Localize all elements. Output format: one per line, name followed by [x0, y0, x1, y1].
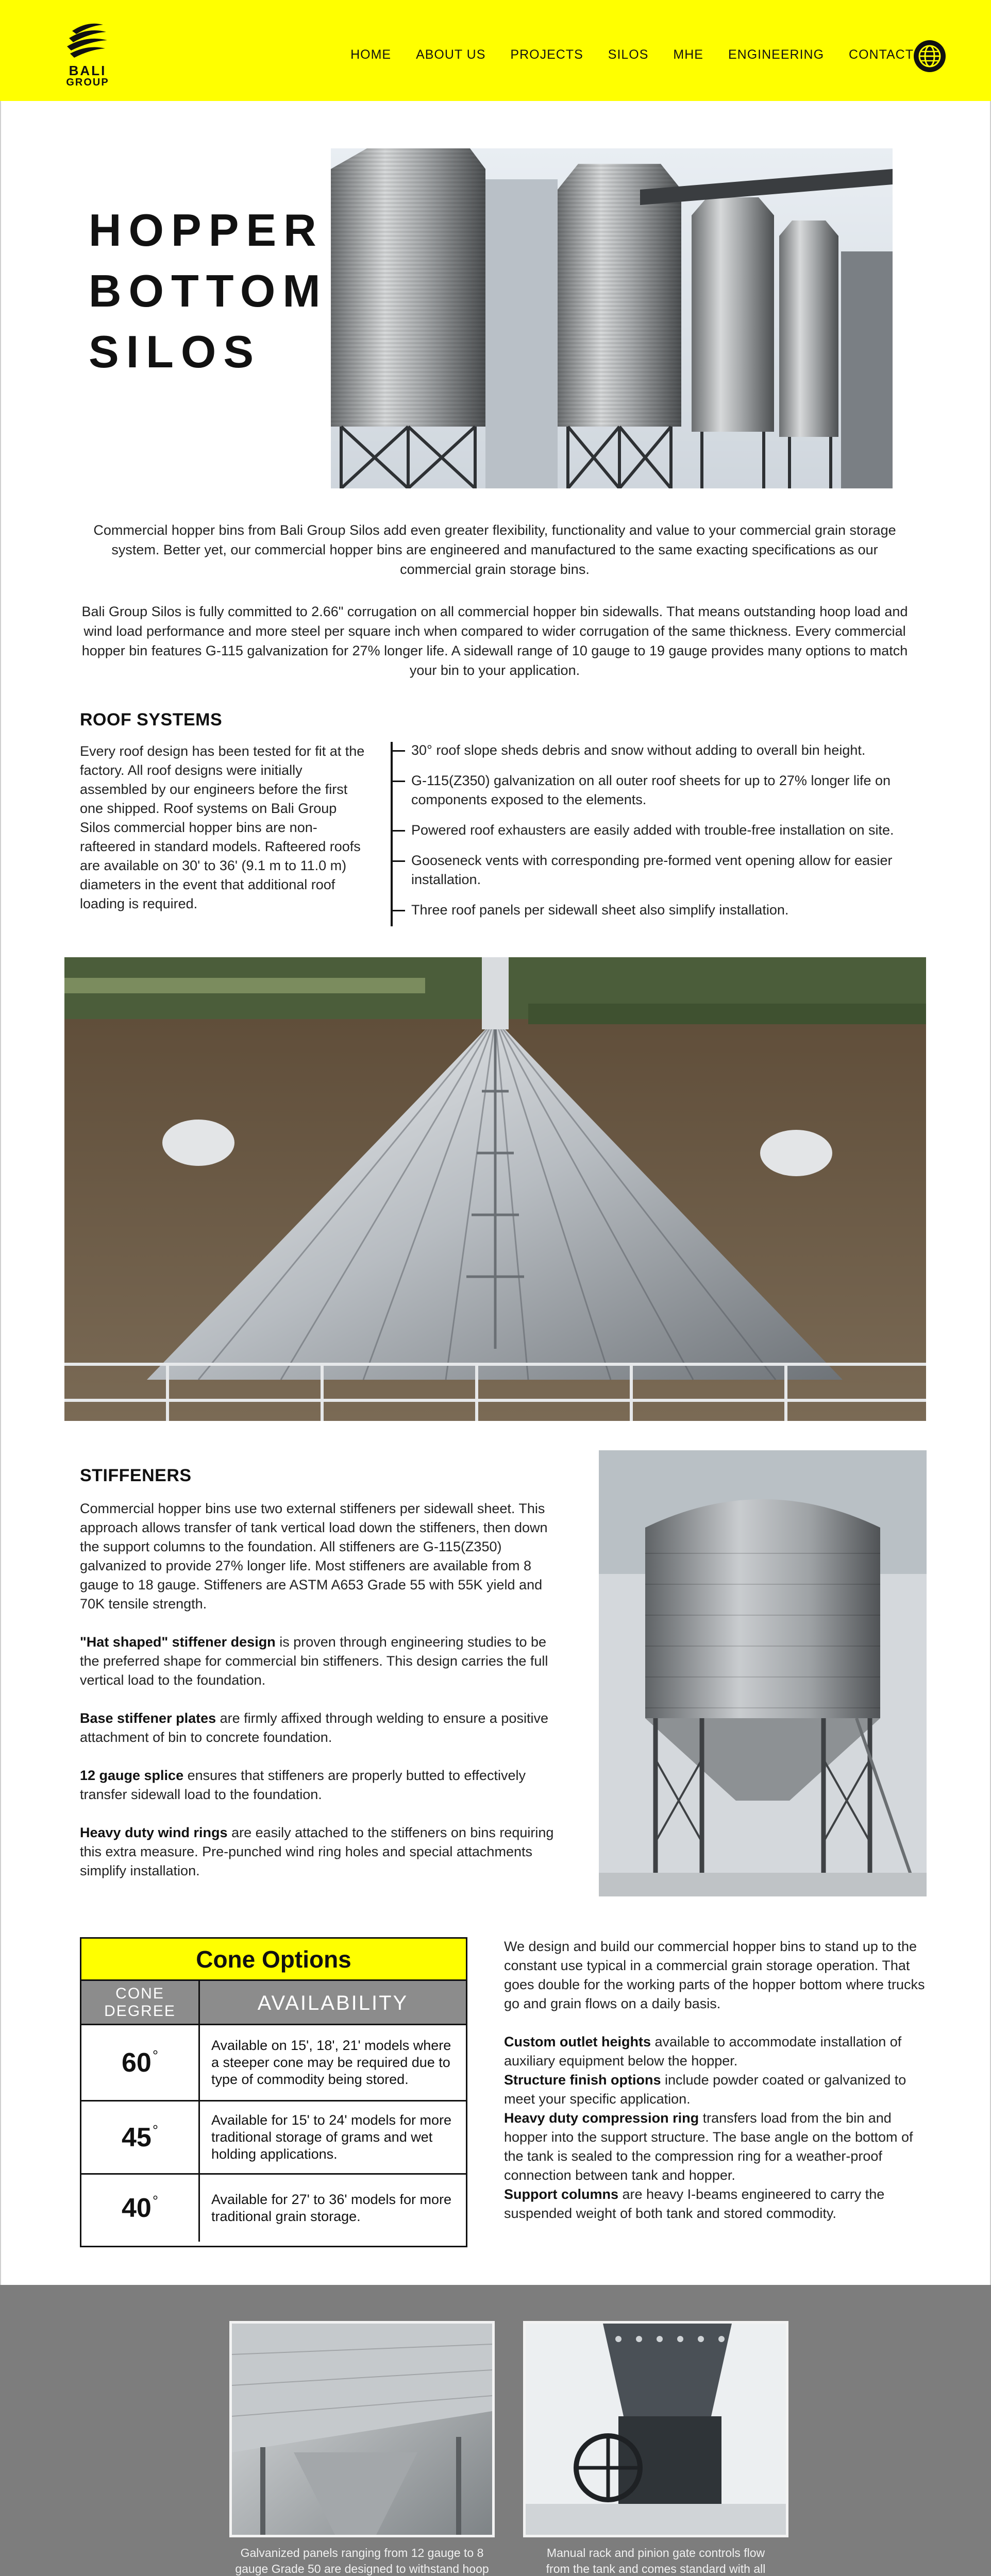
availability-header: AVAILABILITY — [257, 1992, 409, 2014]
intro-paragraph-2: Bali Group Silos is fully committed to 2.66" corrugation on all commercial hopper bin sidewalls. That means outstanding hoop load and wind load performance and more steel per square inch when compared to wider corrugation of the same thickness. Every commercial hopper bin features G-115 galvanization for 27% longer life. A sidewall range of 10 gauge to 19 gauge provides many options to match your bin to your application. — [81, 604, 908, 678]
roof-systems-text: Every roof design has been tested for fit at the factory. All roof designs were initially assembled by our engineers before the first one shipped. Roof systems on Bali Group Silos commercial hopper bins are non-rafteered in standard models. Rafteered roofs are available on 30' to 36' (9.1 m to 11.0 m) diameters in the event that additional roof loading is required. — [80, 743, 365, 911]
cone-degree-header-line2: DEGREE — [104, 2003, 176, 2020]
degree-symbol: ° — [152, 2193, 159, 2209]
stiffeners-text — [80, 1499, 569, 1900]
design-feature — [504, 2071, 932, 2109]
language-globe-icon[interactable] — [914, 40, 946, 72]
logo-text-group: GROUP — [66, 77, 109, 88]
stiffeners-paragraph — [80, 1766, 569, 1804]
cone-degree-cell — [81, 2025, 200, 2100]
cone-options-table — [80, 1937, 467, 2247]
nav-home[interactable]: HOME — [350, 47, 392, 62]
base-plates-bold: Base stiffener plates — [80, 1710, 216, 1726]
roof-feature-item: Three roof panels per sidewall sheet also simplify installation. — [393, 901, 939, 920]
degree-symbol: ° — [152, 2122, 159, 2138]
cone-degree-cell — [81, 2175, 200, 2242]
design-intro: We design and build our commercial hopper bins to stand up to the constant use typical in a commercial grain storage operation. That goes double for the working parts of the hopper bottom where trucks go and grain flows on a daily basis. — [504, 1939, 925, 2011]
base-plates-text: are firmly affixed through welding to ensure a positive attachment of bin to concrete foundation. — [80, 1710, 548, 1745]
intro-paragraph-1: Commercial hopper bins from Bali Group Silos add even greater flexibility, functionality and value to your commercial grain storage system. Better yet, our commercial hopper bins are engineered and manufactured to the same exacting specifications as our commercial grain storage bins. — [93, 522, 896, 577]
cone-table-header — [81, 1981, 466, 2025]
table-row — [81, 2102, 466, 2175]
stiffeners-heading: STIFFENERS — [80, 1466, 192, 1485]
title-line-1: HOPPER — [89, 205, 324, 256]
hat-shaped-bold: "Hat shaped" stiffener design — [80, 1634, 276, 1650]
cone-degree-value: 45 — [121, 2122, 152, 2153]
wind-rings-text: are easily attached to the stiffeners on bins requiring this extra measure. Pre-punched wind ring holes and special attachments simplify installation. — [80, 1825, 554, 1878]
roof-feature-item: 30° roof slope sheds debris and snow without adding to overall bin height. — [393, 741, 939, 760]
hopper-bin-photo — [599, 1450, 927, 1896]
roof-photo — [64, 957, 926, 1421]
compression-ring-bold: Heavy duty compression ring — [504, 2110, 699, 2126]
nav-engineering[interactable]: ENGINEERING — [728, 47, 825, 62]
stiffeners-paragraph: Commercial hopper bins use two external stiffeners per sidewall sheet. This approach allows transfer of tank vertical load down the stiffeners, then down the support columns to the foundation. All stiffeners are G-115(Z350) galvanized to provide 27% longer life. Most stiffeners are available from 8 gauge to 18 gauge. Stiffeners are ASTM A653 Grade 55 with 55K yield and 70K tensile strength. — [80, 1501, 548, 1612]
roof-feature-list — [393, 741, 939, 931]
outlet-heights-bold: Custom outlet heights — [504, 2034, 651, 2049]
stiffeners-paragraph — [80, 1709, 569, 1747]
roof-feature-item: Gooseneck vents with corresponding pre-formed vent opening allow for easier installation. — [393, 851, 939, 889]
design-feature — [504, 2109, 932, 2185]
roof-feature-item: Powered roof exhausters are easily added with trouble-free installation on site. — [393, 821, 939, 840]
cone-degree-header-line1: CONE — [115, 1985, 164, 2002]
logo-text-bali: BALI — [69, 63, 107, 78]
nav-mhe[interactable]: MHE — [673, 47, 703, 62]
hat-shaped-text: is proven through engineering studies to be the preferred shape for commercial bin stiffeners. This design carries the full vertical load to the foundation. — [80, 1634, 548, 1688]
splice-bold: 12 gauge splice — [80, 1768, 184, 1783]
title-line-2: BOTTOM — [89, 265, 328, 316]
frame-left — [0, 0, 1, 2576]
cone-degree-header — [81, 1981, 200, 2024]
table-row — [81, 2025, 466, 2102]
nav-contact[interactable]: CONTACT — [849, 47, 914, 62]
design-feature — [504, 2032, 932, 2071]
components-gallery — [0, 2285, 991, 2576]
title-line-3: SILOS — [89, 326, 261, 377]
cone-degree-cell — [81, 2102, 200, 2173]
cone-degree-value: 60 — [121, 2047, 152, 2078]
support-columns-bold: Support columns — [504, 2187, 618, 2202]
bali-group-logo[interactable] — [62, 15, 113, 88]
finish-options-text: include powder coated or galvanized to meet your specific application. — [504, 2072, 906, 2107]
galvanized-panels-caption: Galvanized panels ranging from 12 gauge to 8 gauge Grade 50 are designed to withstand hoop — [235, 2546, 489, 2575]
design-build-text — [504, 1937, 932, 2223]
page-title — [89, 200, 328, 382]
table-row — [81, 2175, 466, 2242]
outlet-heights-text: available to accommodate installation of auxiliary equipment below the hopper. — [504, 2034, 902, 2069]
logo-swirl-icon — [62, 15, 113, 62]
nav-silos[interactable]: SILOS — [608, 47, 649, 62]
hero-silos-photo — [331, 148, 893, 488]
availability-cell: Available on 15', 18', 21' models where a steeper cone may be required due to type of commodity being stored. — [211, 2038, 451, 2087]
stiffeners-paragraph — [80, 1633, 569, 1690]
cone-options-title: Cone Options — [81, 1939, 466, 1981]
rack-pinion-caption: Manual rack and pinion gate controls flow from the tank and comes standard with all — [546, 2546, 766, 2575]
main-nav — [350, 47, 914, 62]
site-header — [0, 0, 991, 101]
roof-feature-item: G-115(Z350) galvanization on all outer roof sheets for up to 27% longer life on components exposed to the elements. — [393, 771, 939, 809]
finish-options-bold: Structure finish options — [504, 2072, 661, 2088]
compression-ring-text: transfers load from the bin and hopper into the support structure. The base angle on the bottom of the tank is sealed to the compression ring for a weather-proof connection between tank and hopper. — [504, 2110, 913, 2183]
design-feature — [504, 2185, 932, 2223]
cone-degree-value: 40 — [121, 2193, 152, 2223]
nav-about-us[interactable]: ABOUT US — [416, 47, 486, 62]
availability-cell: Available for 27' to 36' models for more traditional grain storage. — [211, 2192, 452, 2224]
galvanized-panels-photo — [229, 2321, 495, 2537]
availability-cell: Available for 15' to 24' models for more traditional storage of grams and wet holding applications. — [211, 2112, 452, 2162]
splice-text: ensures that stiffeners are properly butted to effectively transfer sidewall load to the foundation. — [80, 1768, 526, 1802]
support-columns-text: are heavy I-beams engineered to carry the suspended weight of both tank and stored commodity. — [504, 2187, 885, 2221]
roof-systems-heading: ROOF SYSTEMS — [80, 710, 223, 730]
degree-symbol: ° — [152, 2047, 159, 2063]
nav-projects[interactable]: PROJECTS — [510, 47, 583, 62]
rack-pinion-gate-photo — [523, 2321, 788, 2537]
wind-rings-bold: Heavy duty wind rings — [80, 1825, 228, 1840]
stiffeners-paragraph — [80, 1823, 569, 1880]
